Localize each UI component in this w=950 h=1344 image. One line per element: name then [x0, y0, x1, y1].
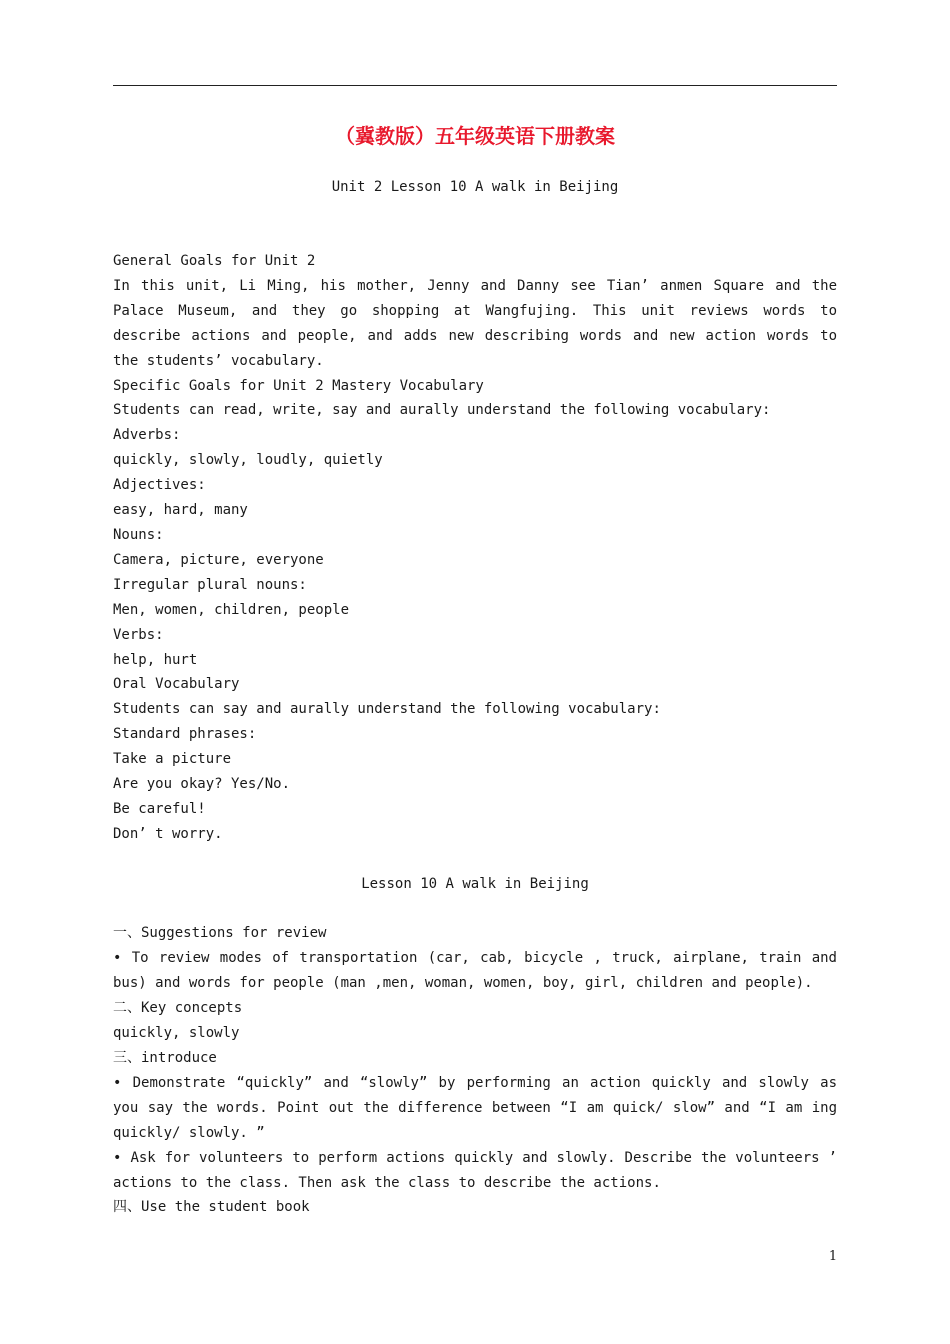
phrase-item: Are you okay? Yes/No.: [113, 776, 291, 793]
general-goals-heading: General Goals for Unit 2: [113, 253, 316, 269]
oral-vocabulary-intro: Students can say and aurally understand the following vocabulary:: [113, 701, 661, 718]
nouns-label: Nouns:: [113, 526, 164, 543]
section-3-bullet: • Demonstrate “quickly” and “slowly” by performing an action quickly and slowly as you say the words. Point out the difference between “I am quick/ slow” and “I am ing quickly/ slowly. ”: [113, 1074, 837, 1141]
header-rule: [113, 85, 837, 86]
phrase-item: Take a picture: [113, 751, 232, 768]
adjectives-list: easy, hard, many: [113, 502, 248, 519]
verbs-label: Verbs:: [113, 626, 164, 643]
specific-goals-intro: Students can read, write, say and aurally understand the following vocabulary:: [113, 402, 771, 419]
spacer: [113, 897, 837, 922]
page-number: 1: [828, 1249, 838, 1264]
section-4-heading: 四、Use the student book: [113, 1199, 310, 1216]
section-1-bullet: • To review modes of transportation (car, cab, bicycle , truck, airplane, train and bus) and words for people (man ,men, woman, women, boy, girl, children and people).: [113, 950, 837, 992]
adverbs-list: quickly, slowly, loudly, quietly: [113, 452, 383, 469]
section-2-heading: 二、Key concepts: [113, 1000, 243, 1017]
irregular-plural-list: Men, women, children, people: [113, 601, 350, 618]
document-title: （冀教版）五年级英语下册教案: [335, 124, 615, 148]
section-3-heading: 三、introduce: [113, 1049, 217, 1066]
phrase-item: Don’ t worry.: [113, 825, 223, 842]
lesson-title: Lesson 10 A walk in Beijing: [361, 875, 589, 892]
section-2-text: quickly, slowly: [113, 1025, 240, 1042]
adjectives-label: Adjectives:: [113, 477, 206, 494]
spacer: [113, 847, 837, 872]
specific-goals-heading: Specific Goals for Unit 2 Mastery Vocabulary: [113, 377, 484, 394]
irregular-plural-label: Irregular plural nouns:: [113, 576, 307, 593]
document-subtitle: Unit 2 Lesson 10 A walk in Beijing: [331, 179, 619, 195]
document-body: [113, 249, 837, 1220]
adverbs-label: Adverbs:: [113, 427, 181, 444]
standard-phrases-label: Standard phrases:: [113, 726, 257, 743]
verbs-list: help, hurt: [113, 651, 198, 668]
section-1-heading: 一、Suggestions for review: [113, 925, 327, 942]
oral-vocabulary-heading: Oral Vocabulary: [113, 676, 240, 693]
general-goals-paragraph: In this unit, Li Ming, his mother, Jenny and Danny see Tian’ anmen Square and the Palace Museum, and they go shopping at Wangfujing. This unit reviews words to describe actions and people, and adds new describing words and new action words to the students’ vocabulary.: [113, 277, 837, 369]
nouns-list: Camera, picture, everyone: [113, 551, 324, 568]
phrase-item: Be careful!: [113, 800, 206, 817]
section-3-bullet: • Ask for volunteers to perform actions quickly and slowly. Describe the volunteers ’ actions to the class. Then ask the class to describe the actions.: [113, 1149, 837, 1191]
